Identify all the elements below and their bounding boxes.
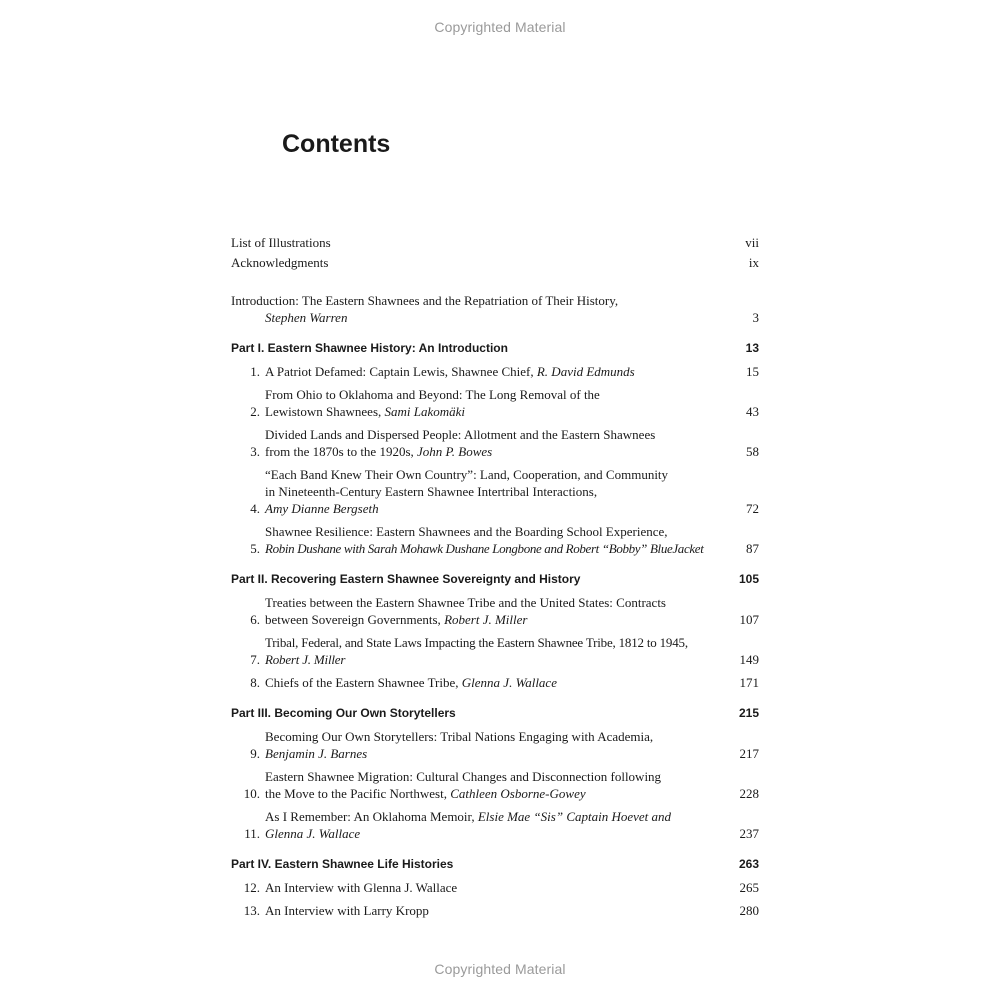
toc-page-number: 43 — [746, 404, 759, 419]
toc-chapter-title — [265, 634, 725, 668]
toc-chapter-number: 2. — [250, 404, 260, 419]
toc-chapter-title — [265, 728, 725, 762]
toc-chapter-title-line: Chiefs of the Eastern Shawnee Tribe, — [265, 675, 462, 690]
toc-entry-author: Sami Lakomäki — [384, 404, 466, 419]
toc-chapter-number: 10. — [243, 786, 260, 801]
toc-chapter-12[interactable] — [231, 879, 759, 896]
toc-chapter-7[interactable] — [231, 634, 759, 668]
toc-chapter-number: 6. — [250, 612, 260, 627]
toc-chapter-title-line: Tribal, Federal, and State Laws Impacting the Eastern Shawnee Tribe, 1812 to 1945, — [265, 635, 688, 650]
toc-page-number: ix — [748, 255, 759, 270]
toc-part-1[interactable] — [231, 340, 759, 357]
toc-page-number: 72 — [746, 501, 759, 516]
toc-chapter-title-line: Divided Lands and Dispersed People: Allotment and the Eastern Shawnees — [265, 427, 656, 442]
toc-chapter-title-line: As I Remember: An Oklahoma Memoir, — [265, 809, 478, 824]
toc-page-number: 280 — [739, 903, 759, 918]
toc-chapter-title-line: Shawnee Resilience: Eastern Shawnees and the Boarding School Experience, — [265, 524, 668, 539]
toc-part-title: Part II. Recovering Eastern Shawnee Sovereignty and History — [231, 572, 581, 586]
page-title: Contents — [282, 130, 391, 158]
toc-chapter-title-line: from the 1870s to the 1920s, — [265, 444, 418, 459]
toc-page-number: 3 — [752, 310, 759, 325]
copyright-watermark-top: Copyrighted Material — [434, 19, 566, 35]
toc-chapter-title-line: Lewistown Shawnees, — [265, 404, 385, 419]
toc-chapter-title-line: A Patriot Defamed: Captain Lewis, Shawnee Chief, — [265, 364, 537, 379]
toc-chapter-6[interactable] — [231, 594, 759, 628]
toc-part-title: Part IV. Eastern Shawnee Life Histories — [231, 857, 454, 871]
toc-chapter-number: 1. — [250, 364, 260, 379]
toc-chapter-title-line: Eastern Shawnee Migration: Cultural Changes and Disconnection following — [265, 769, 662, 784]
toc-chapter-title-line: in Nineteenth-Century Eastern Shawnee Intertribal Interactions, — [265, 484, 598, 499]
toc-chapter-8[interactable] — [231, 674, 759, 691]
toc-chapter-title — [265, 466, 725, 517]
toc-chapter-title — [265, 594, 725, 628]
toc-page-number: 105 — [738, 572, 759, 586]
toc-chapter-13[interactable] — [231, 902, 759, 919]
copyright-watermark-bottom: Copyrighted Material — [434, 961, 566, 977]
toc-chapter-title: An Interview with Glenna J. Wallace — [265, 880, 458, 895]
toc-entry-title: Acknowledgments — [231, 255, 329, 270]
toc-chapter-title — [265, 523, 737, 557]
toc-page-number: 87 — [746, 541, 759, 556]
toc-page-number: 263 — [738, 857, 759, 871]
toc-entry-author: Robin Dushane with Sarah Mohawk Dushane Longbone and Robert “Bobby” BlueJacket — [265, 541, 704, 556]
toc-chapter-3[interactable] — [231, 426, 759, 460]
toc-entry-author: Glenna J. Wallace — [461, 675, 557, 690]
toc-part-title: Part I. Eastern Shawnee History: An Introduction — [231, 341, 508, 355]
toc-page-number: 217 — [739, 746, 759, 761]
toc-page-number: 149 — [739, 652, 759, 667]
toc-chapter-title — [265, 808, 725, 842]
toc-entry-author: Amy Dianne Bergseth — [265, 501, 379, 516]
toc-chapter-2[interactable] — [231, 386, 759, 420]
toc-chapter-9[interactable] — [231, 728, 759, 762]
toc-chapter-10[interactable] — [231, 768, 759, 802]
toc-entry-introduction[interactable] — [231, 292, 759, 326]
toc-chapter-number: 3. — [250, 444, 260, 459]
toc-entry-author: Cathleen Osborne-Gowey — [450, 786, 586, 801]
toc-entry-author: R. David Edmunds — [536, 364, 635, 379]
toc-entry-title — [231, 292, 725, 326]
toc-chapter-title — [265, 768, 725, 802]
toc-chapter-11[interactable] — [231, 808, 759, 842]
toc-entry-author: Stephen Warren — [265, 310, 348, 325]
toc-page-number: 215 — [738, 706, 759, 720]
toc-chapter-number: 13. — [243, 903, 260, 918]
table-of-contents — [231, 234, 759, 919]
toc-chapter-title: An Interview with Larry Kropp — [265, 903, 429, 918]
toc-chapter-title-line: “Each Band Knew Their Own Country”: Land, Cooperation, and Community — [265, 467, 669, 482]
toc-chapter-title — [265, 363, 725, 380]
toc-page-number: 15 — [746, 364, 759, 379]
toc-chapter-number: 11. — [244, 826, 260, 841]
toc-chapter-number: 5. — [250, 541, 260, 556]
toc-chapter-1[interactable] — [231, 363, 759, 380]
toc-chapter-title-line: From Ohio to Oklahoma and Beyond: The Long Removal of the — [265, 387, 600, 402]
toc-page-number: 13 — [745, 341, 759, 355]
toc-page-number: 58 — [746, 444, 759, 459]
toc-chapter-number: 4. — [250, 501, 260, 516]
toc-part-3[interactable] — [231, 705, 759, 722]
toc-part-4[interactable] — [231, 856, 759, 873]
toc-entry-author: Elsie Mae “Sis” Captain Hoevet and — [477, 809, 672, 824]
toc-page-number: 107 — [739, 612, 759, 627]
toc-chapter-5[interactable] — [231, 523, 759, 557]
toc-chapter-title-line: Treaties between the Eastern Shawnee Tribe and the United States: Contracts — [265, 595, 666, 610]
toc-entry-title: List of Illustrations — [231, 235, 331, 250]
toc-page-number: 171 — [739, 675, 759, 690]
toc-chapter-number: 8. — [250, 675, 260, 690]
toc-chapter-number: 12. — [243, 880, 260, 895]
toc-page-number: 228 — [739, 786, 759, 801]
toc-chapter-title — [265, 426, 725, 460]
toc-entry-acknowledgments[interactable] — [231, 254, 759, 271]
toc-page-number: vii — [745, 235, 759, 250]
toc-entry-author: Glenna J. Wallace — [265, 826, 361, 841]
toc-chapter-title-line: Becoming Our Own Storytellers: Tribal Nations Engaging with Academia, — [265, 729, 654, 744]
toc-page-number: 265 — [739, 880, 759, 895]
toc-entry-list-of-illustrations[interactable] — [231, 234, 759, 251]
toc-chapter-number: 7. — [250, 652, 260, 667]
toc-entry-title-line: Introduction: The Eastern Shawnees and the Repatriation of Their History, — [231, 293, 619, 308]
toc-chapter-title — [265, 386, 725, 420]
toc-chapter-title — [265, 674, 725, 691]
toc-page-number: 237 — [739, 826, 759, 841]
toc-entry-author: Robert J. Miller — [444, 612, 528, 627]
toc-part-title: Part III. Becoming Our Own Storytellers — [231, 706, 456, 720]
toc-part-2[interactable] — [231, 571, 759, 588]
toc-entry-author: Robert J. Miller — [265, 652, 346, 667]
toc-chapter-title-line: the Move to the Pacific Northwest, — [265, 786, 451, 801]
toc-entry-author: Benjamin J. Barnes — [265, 746, 368, 761]
toc-chapter-number: 9. — [250, 746, 260, 761]
toc-chapter-title-line: between Sovereign Governments, — [265, 612, 445, 627]
toc-chapter-4[interactable] — [231, 466, 759, 517]
toc-entry-author: John P. Bowes — [417, 444, 493, 459]
